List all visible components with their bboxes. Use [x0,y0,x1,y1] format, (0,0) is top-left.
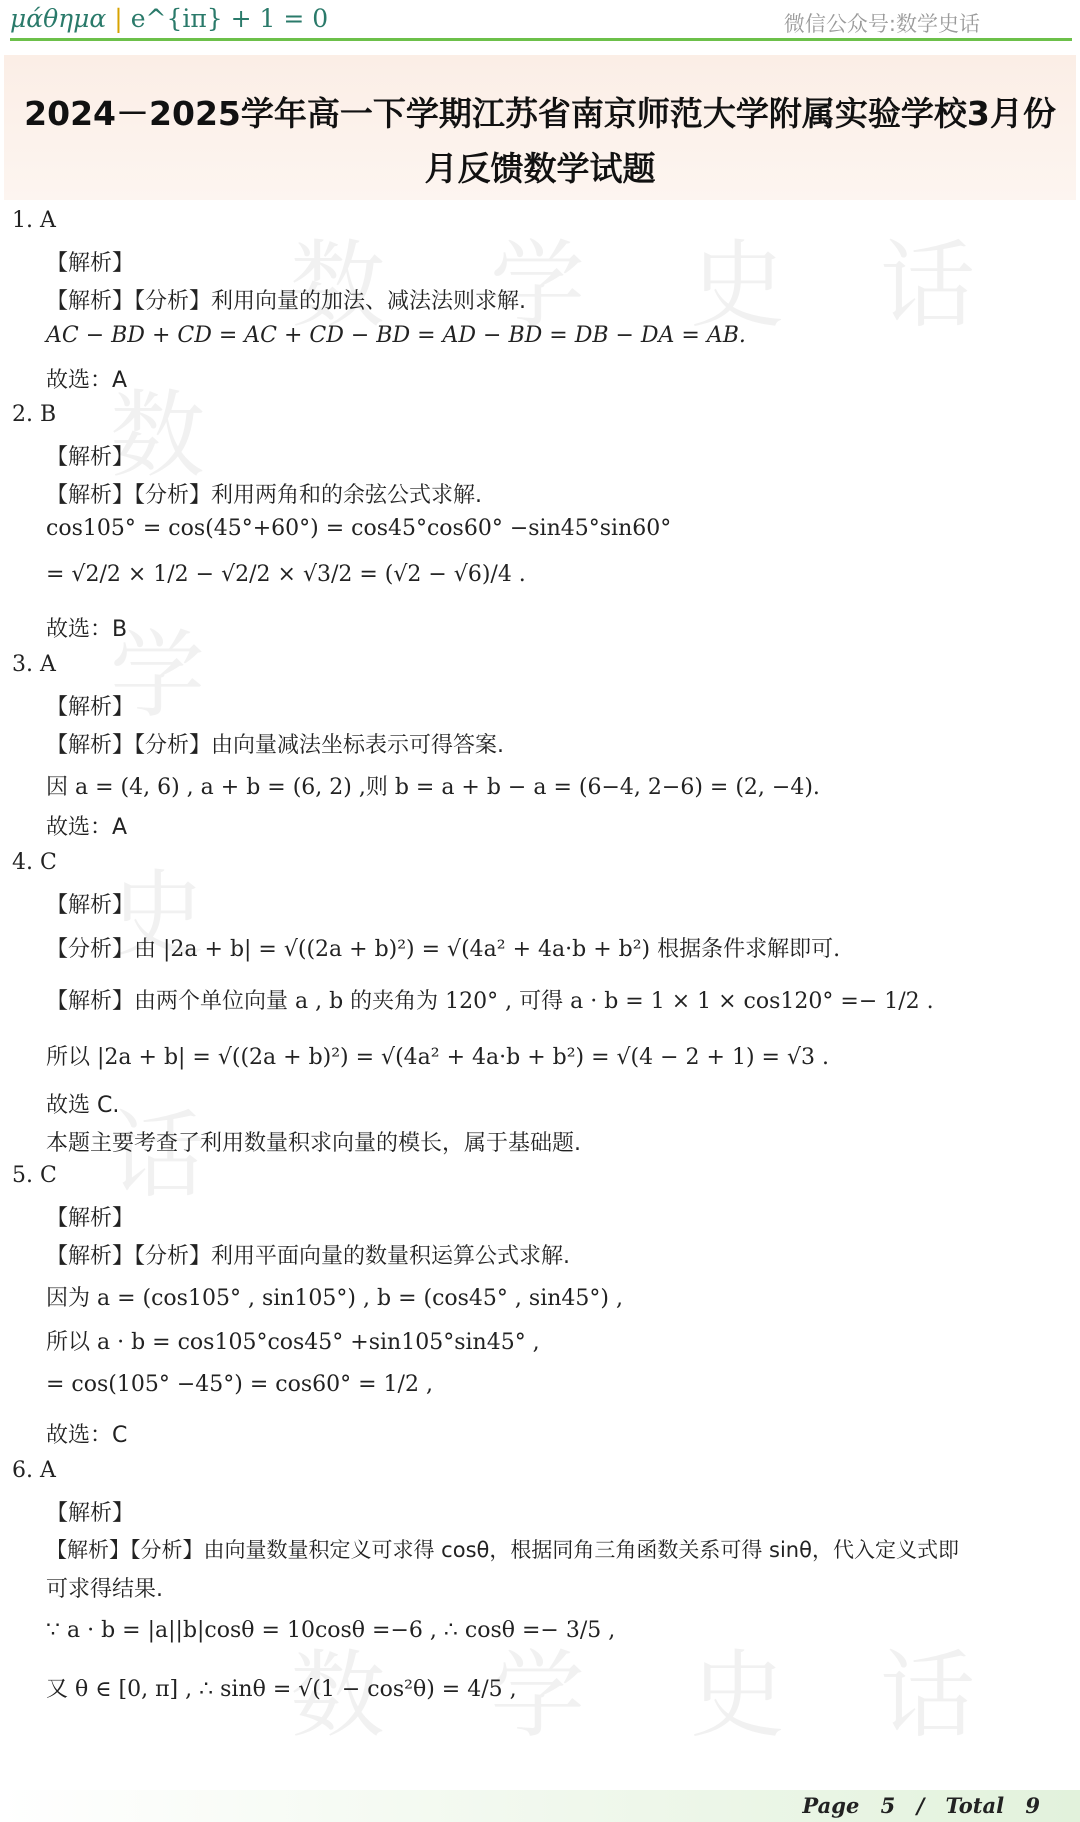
analysis-text: 可求得结果. [46,1577,163,1602]
title-line-1: 2024－2025学年高一下学期江苏省南京师范大学附属实验学校3月份 [24,94,1056,133]
analysis-heading: 【解析】 [46,695,135,720]
question-number: 1. A [12,208,56,233]
equation-line: 【解析】由两个单位向量 a , b 的夹角为 120° , 可得 a · b = 1 × 1 × cos120° =− 1/2 . [46,989,934,1014]
watermark-char: 史 [110,861,206,971]
page-total: 9 [1025,1793,1040,1818]
analysis-text: 【解析】【分析】由向量数量积定义可求得 cosθ，根据同角三角函数关系可得 sinθ，代入定义式即 [46,1538,959,1562]
page-label: Page [802,1793,860,1818]
watermark-char: 话 [110,1101,206,1211]
watermark-char: 史 [690,1641,786,1751]
question-number: 4. C [12,850,57,875]
question-number: 5. C [12,1163,57,1188]
analysis-heading: 【解析】 [46,893,135,918]
brand-separator: | [114,4,123,33]
equation-line: 又 θ ∈ [0, π] , ∴ sinθ = √(1 − cos²θ) = 4/5 , [46,1677,517,1702]
watermark-char: 史 [690,231,786,341]
brand-euler-identity: e^{iπ} + 1 = 0 [130,4,329,33]
equation-line: AC − BD + CD = AC + CD − BD = AD − BD = DB − DA = AB. [46,323,746,348]
brand-mathema: μάθημα [10,4,107,33]
analysis-text: 【解析】【分析】利用两角和的余弦公式求解. [46,483,482,508]
watermark-char: 学 [490,231,586,341]
wechat-account: 微信公众号:数学史话 [783,12,980,36]
answer-line: 故选：B [46,617,128,642]
analysis-heading: 【解析】 [46,1501,135,1526]
equation-line: 所以 |2a + b| = √((2a + b)²) = √(4a² + 4a·b + b²) = √(4 − 2 + 1) = √3 . [46,1045,829,1070]
equation-line: 因为 a = (cos105° , sin105°) , b = (cos45° , sin45°) , [46,1286,623,1311]
answer-line: 故选：A [46,368,128,393]
remark-line: 本题主要考查了利用数量积求向量的模长，属于基础题. [46,1131,581,1156]
answer-line: 故选：C [46,1423,128,1448]
answer-line: 故选：A [46,815,128,840]
equation-line: = cos(105° −45°) = cos60° = 1/2 , [46,1372,433,1397]
watermark-char: 学 [110,621,206,731]
page-divider: / [916,1793,925,1818]
question-number: 6. A [12,1458,56,1483]
page-current: 5 [880,1793,896,1818]
question-number: 2. B [12,402,57,427]
answer-line: 故选 C. [46,1093,120,1118]
analysis-text: 【分析】由 |2a + b| = √((2a + b)²) = √(4a² + 4a·b + b²) 根据条件求解即可. [46,937,841,962]
watermark-char: 话 [880,231,976,341]
equation-line: 所以 a · b = cos105°cos45° +sin105°sin45° , [46,1330,540,1355]
question-number: 3. A [12,652,56,677]
title-line-2: 月反馈数学试题 [424,149,656,188]
analysis-text: 【解析】【分析】由向量减法坐标表示可得答案. [46,733,504,758]
total-label: Total [945,1793,1005,1818]
analysis-heading: 【解析】 [46,1206,135,1231]
analysis-heading: 【解析】 [46,445,135,470]
equation-line: cos105° = cos(45°+60°) = cos45°cos60° −sin45°sin60° [46,516,672,541]
watermark-char: 数 [290,231,386,341]
analysis-heading: 【解析】 [46,251,135,276]
watermark-char: 话 [880,1641,976,1751]
watermark-char: 数 [110,381,206,491]
watermark-char: 数 [290,1641,386,1751]
equation-line: = √2/2 × 1/2 − √2/2 × √3/2 = (√2 − √6)/4 . [46,562,526,587]
watermark-char: 学 [490,1641,586,1751]
analysis-text: 【解析】【分析】利用平面向量的数量积运算公式求解. [46,1244,570,1269]
equation-line: ∵ a · b = |a||b|cosθ = 10cosθ =−6 , ∴ cosθ =− 3/5 , [46,1618,616,1643]
equation-line: 因 a = (4, 6) , a + b = (6, 2) ,则 b = a + b − a = (6−4, 2−6) = (2, −4). [46,775,820,800]
analysis-text: 【解析】【分析】利用向量的加法、减法法则求解. [46,289,526,314]
